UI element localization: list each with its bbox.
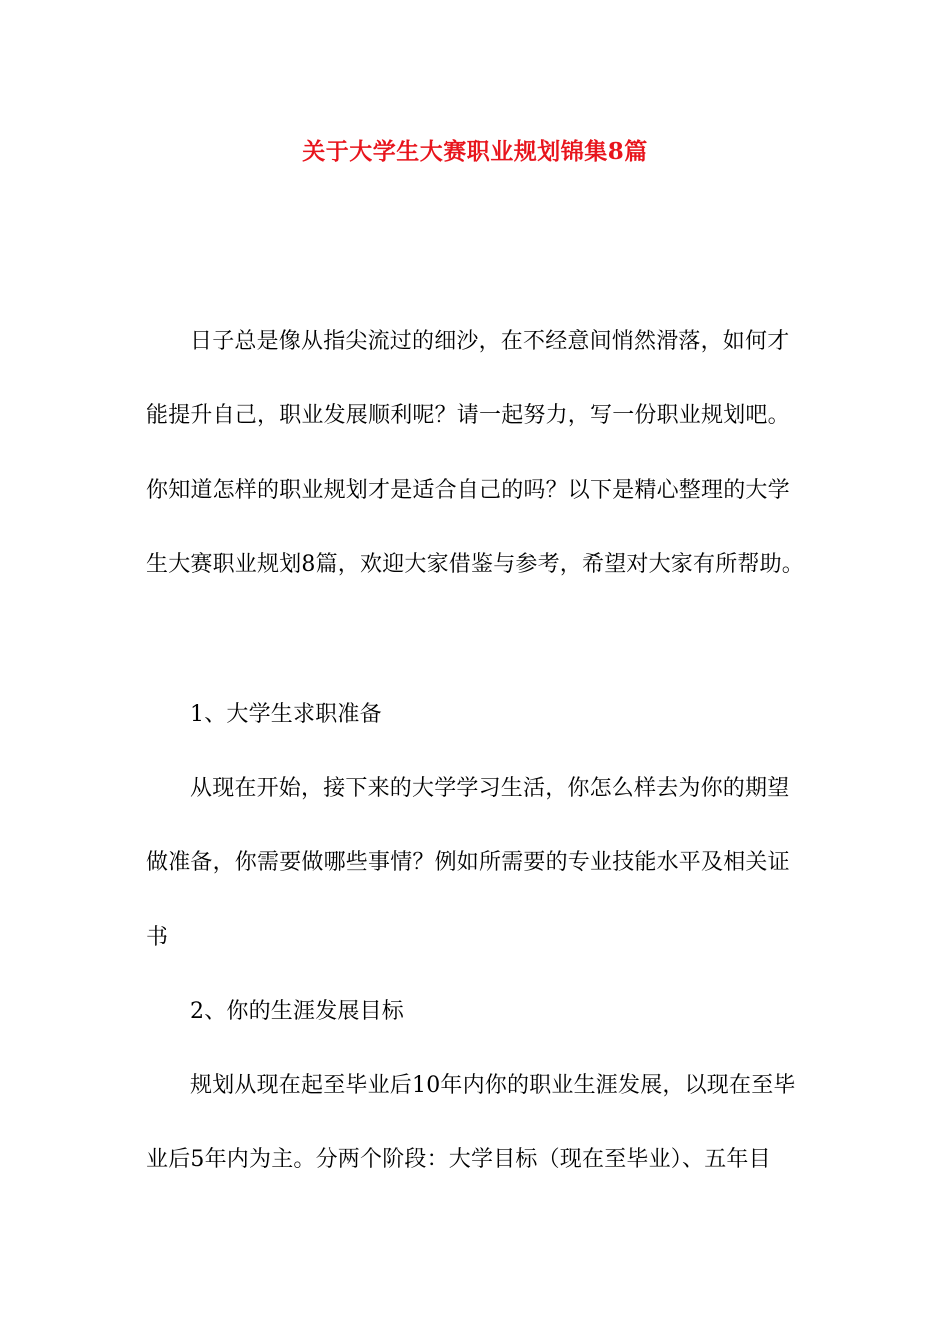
- paragraph-line: 日子总是像从指尖流过的细沙，在不经意间悄然滑落，如何才: [190, 329, 790, 354]
- paragraph-line: 生大赛职业规划8篇，欢迎大家借鉴与参考，希望对大家有所帮助。: [146, 552, 804, 577]
- paragraph-line: 做准备，你需要做哪些事情？例如所需要的专业技能水平及相关证: [146, 850, 790, 875]
- paragraph-line: 从现在开始，接下来的大学学习生活，你怎么样去为你的期望: [190, 776, 790, 801]
- paragraph-line: 业后5年内为主。分两个阶段：大学目标（现在至毕业）、五年目: [146, 1147, 771, 1172]
- section-heading: 2、你的生涯发展目标: [190, 999, 404, 1024]
- section-heading: 1、大学生求职准备: [190, 702, 382, 727]
- paragraph-line: 你知道怎样的职业规划才是适合自己的吗？以下是精心整理的大学: [146, 478, 790, 503]
- document-title: 关于大学生大赛职业规划锦集8篇: [302, 138, 648, 165]
- paragraph-line: 能提升自己，职业发展顺利呢？请一起努力，写一份职业规划吧。: [146, 403, 790, 428]
- paragraph-line: 规划从现在起至毕业后10年内你的职业生涯发展，以现在至毕: [190, 1073, 796, 1098]
- paragraph-line: 书: [146, 925, 169, 950]
